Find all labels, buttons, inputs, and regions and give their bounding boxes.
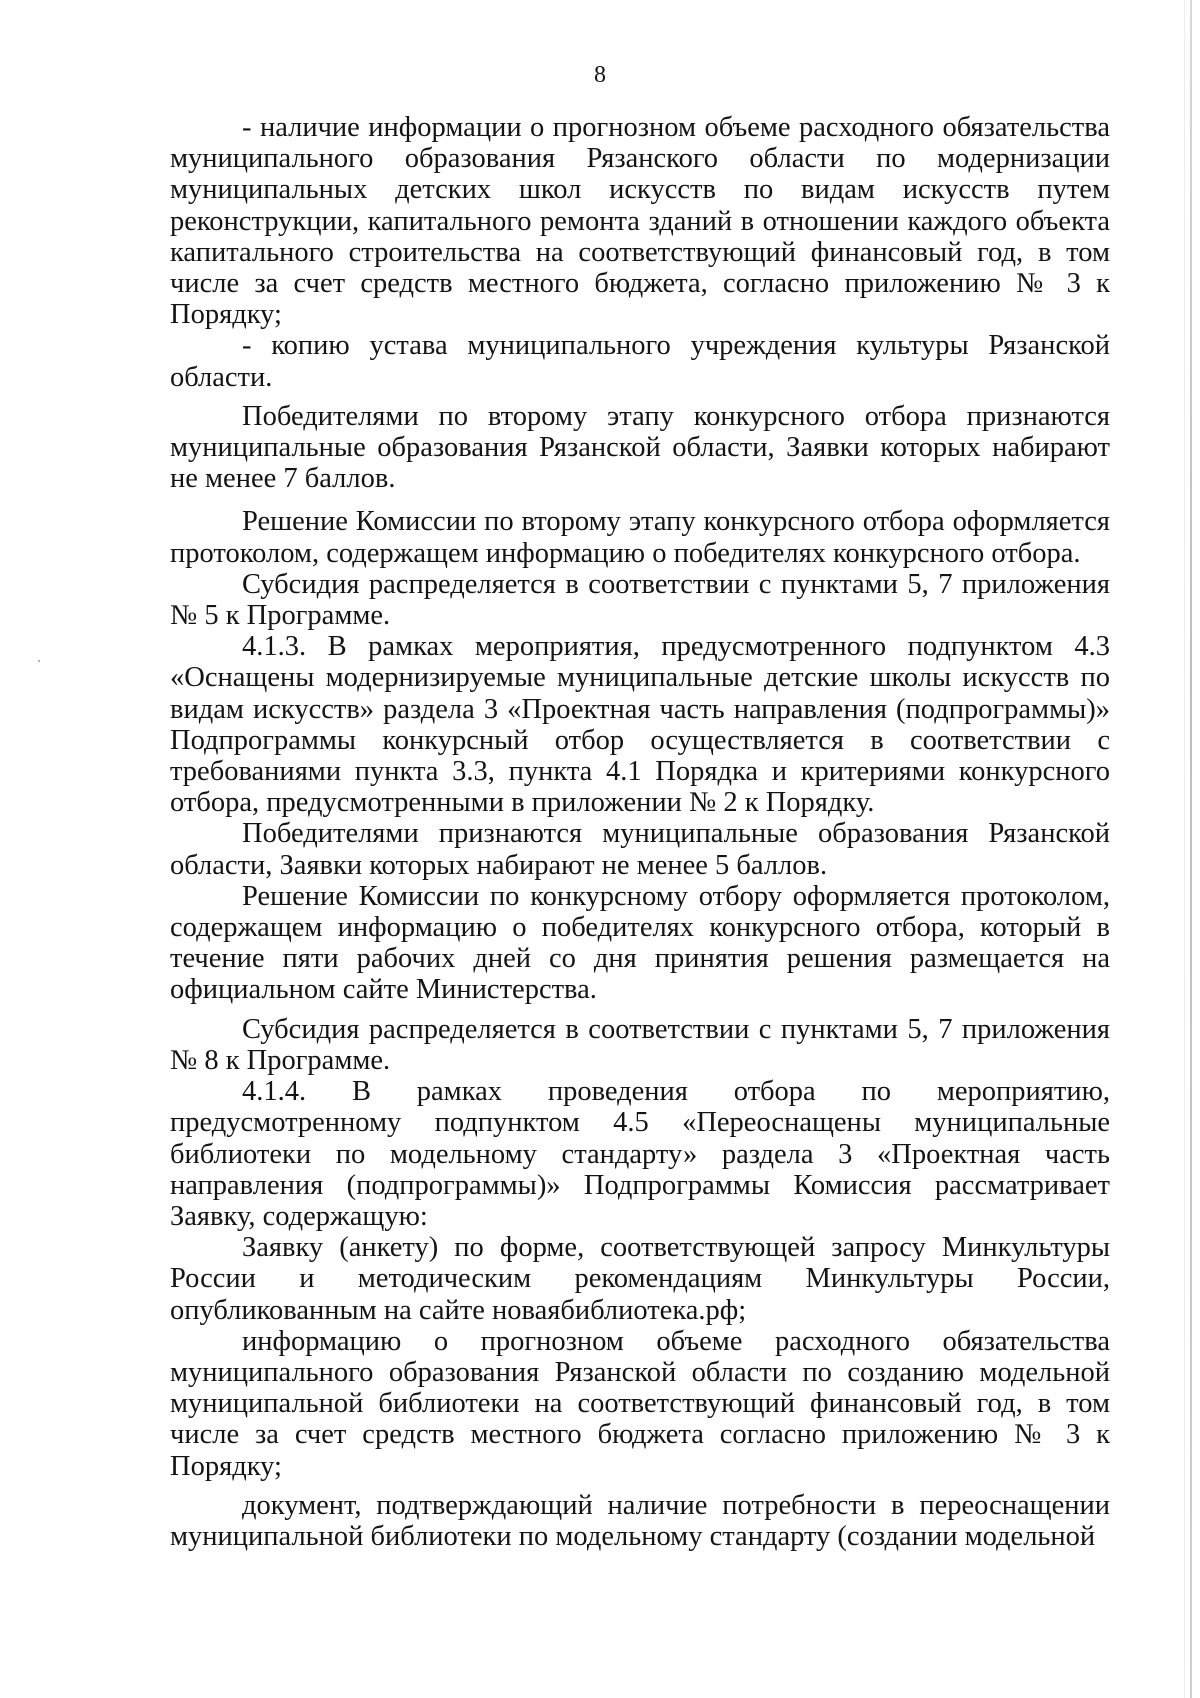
paragraph-item-4-1-3: 4.1.3. В рамках мероприятия, предусмотренного подпунктом 4.3 «Оснащены модернизируемые муниципальные детские школы искусств по видам искусств» раздела 3 «Проектная часть направления (подпрограммы)» Подпрограммы конкурсный отбор осуществляется в соответствии с требованиями пункта 3.3, пункта 4.1 Порядка и критериями конкурсного отбора, предусмотренными в приложении № 2 к Порядку. (170, 631, 1110, 819)
paragraph-winners-5-points: Победителями признаются муниципальные образования Рязанской области, Заявки которых набирают не менее 5 баллов. (170, 818, 1110, 881)
page-number: 8 (594, 62, 606, 88)
paragraph-commission-decision-stage-two: Решение Комиссии по второму этапу конкурсного отбора оформляется протоколом, содержащем информацию о победителях конкурсного отбора. (170, 506, 1110, 569)
scan-edge-shadow (1184, 0, 1185, 1698)
paragraph-commission-decision-protocol: Решение Комиссии по конкурсному отбору оформляется протоколом, содержащем информацию о победителях конкурсного отбора, который в течение пяти рабочих дней со дня принятия решения размещается на официальном сайте Министерства. (170, 880, 1110, 1006)
scan-edge-line (1190, 0, 1192, 1698)
scan-speck (38, 660, 40, 662)
paragraph-item-4-1-4: 4.1.4. В рамках проведения отбора по мероприятию, предусмотренному подпунктом 4.5 «Переоснащены муниципальные библиотеки по модельному стандарту» раздела 3 «Проектная часть направления (подпрограммы)» Подпрограммы Комиссия рассматривает Заявку, содержащую: (170, 1076, 1110, 1232)
paragraph-subsidy-appendix-5: Субсидия распределяется в соответствии с пунктами 5, 7 приложения № 5 к Программе. (170, 568, 1110, 632)
paragraph-need-document: документ, подтверждающий наличие потребности в переоснащении муниципальной библиотеки по модельному стандарту (создании модельной (170, 1489, 1110, 1552)
paragraph-forecast-info: - наличие информации о прогнозном объеме расходного обязательства муниципального образования Рязанского области по модернизации муниципальных детских школ искусств по видам искусств путем реконструкции, капитального ремонта зданий в отношении каждого объекта капитального строительства на соответствующий финансовый год, в том числе за счет средств местного бюджета, согласно приложению № 3 к Порядку; (170, 112, 1110, 331)
paragraph-subsidy-appendix-8: Субсидия распределяется в соответствии с пунктами 5, 7 приложения № 8 к Программе. (170, 1013, 1110, 1076)
paragraph-winners-stage-two: Победителями по второму этапу конкурсного отбора признаются муниципальные образования Рязанской области, Заявки которых набирают не менее 7 баллов. (170, 400, 1110, 495)
document-body (170, 112, 1110, 1552)
paragraph-charter-copy: - копию устава муниципального учреждения культуры Рязанской области. (170, 330, 1110, 393)
paragraph-application-form: Заявку (анкету) по форме, соответствующей запросу Минкультуры России и методическим рекомендациям Минкультуры России, опубликованным на сайте новаябиблиотека.рф; (170, 1232, 1110, 1326)
paragraph-forecast-library: информацию о прогнозном объеме расходного обязательства муниципального образования Рязанской области по созданию модельной муниципальной библиотеки на соответствующий финансовый год, в том числе за счет средств местного бюджета согласно приложению № 3 к Порядку; (170, 1325, 1110, 1482)
